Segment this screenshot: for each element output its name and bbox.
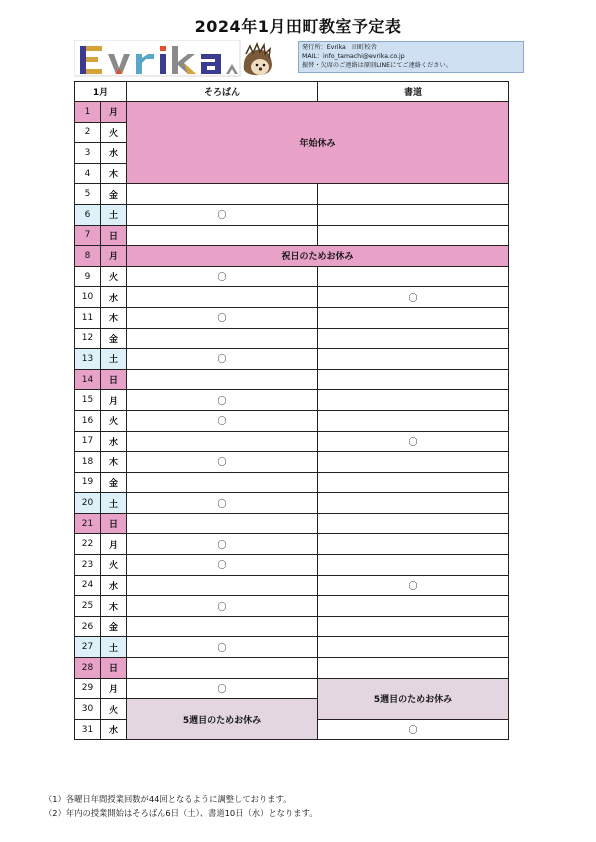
footnote-2: （2）年内の授業開始はそろばん6日（土）、書道10日（水）となります。 bbox=[44, 808, 318, 818]
day-number: 7 bbox=[75, 225, 101, 246]
weekday: 火 bbox=[101, 555, 127, 576]
shodo-cell: 〇 bbox=[318, 575, 509, 596]
day-number: 24 bbox=[75, 575, 101, 596]
day-number: 5 bbox=[75, 184, 101, 205]
day-number: 3 bbox=[75, 143, 101, 164]
day-number: 4 bbox=[75, 163, 101, 184]
footnotes bbox=[44, 792, 318, 820]
shodo-cell bbox=[318, 616, 509, 637]
mail-line: MAIL：info_tamachi@evrika.co.jp bbox=[302, 53, 405, 61]
soroban-cell bbox=[127, 658, 318, 679]
soroban-cell: 〇 bbox=[127, 307, 318, 328]
logo-graphic bbox=[74, 40, 274, 80]
day-number: 8 bbox=[75, 246, 101, 267]
weekday: 日 bbox=[101, 369, 127, 390]
notice-line: 振替・欠席のご連絡は原則LINEにてご連絡ください。 bbox=[302, 62, 452, 70]
weekday: 火 bbox=[101, 410, 127, 431]
weekday: 火 bbox=[101, 699, 127, 720]
weekday: 月 bbox=[101, 102, 127, 123]
weekday: 水 bbox=[101, 431, 127, 452]
table-row bbox=[75, 472, 509, 493]
day-number: 14 bbox=[75, 369, 101, 390]
day-number: 16 bbox=[75, 410, 101, 431]
weekday: 木 bbox=[101, 452, 127, 473]
day-number: 20 bbox=[75, 493, 101, 514]
soroban-cell bbox=[127, 184, 318, 205]
shodo-cell: 〇 bbox=[318, 287, 509, 308]
day-number: 25 bbox=[75, 596, 101, 617]
soroban-cell bbox=[127, 328, 318, 349]
day-number: 28 bbox=[75, 658, 101, 679]
weekday: 木 bbox=[101, 163, 127, 184]
table-row bbox=[75, 349, 509, 370]
shodo-cell bbox=[318, 658, 509, 679]
table-row bbox=[75, 102, 509, 123]
table-row bbox=[75, 513, 509, 534]
month-header: 1月 bbox=[75, 82, 127, 102]
publisher-line: 発行所：Evrika 田町校舎 bbox=[302, 44, 377, 51]
table-row bbox=[75, 225, 509, 246]
soroban-cell: 〇 bbox=[127, 637, 318, 658]
day-number: 19 bbox=[75, 472, 101, 493]
soroban-cell: 〇 bbox=[127, 349, 318, 370]
weekday: 木 bbox=[101, 307, 127, 328]
schedule-table bbox=[74, 81, 509, 740]
shodo-cell bbox=[318, 184, 509, 205]
shodo-cell bbox=[318, 328, 509, 349]
weekday: 月 bbox=[101, 390, 127, 411]
shodo-cell bbox=[318, 266, 509, 287]
shodo-fifth-week-cell: 5週目のためお休み bbox=[318, 678, 509, 719]
evrika-logo bbox=[74, 40, 274, 80]
shodo-cell bbox=[318, 637, 509, 658]
soroban-cell: 〇 bbox=[127, 534, 318, 555]
shodo-cell bbox=[318, 555, 509, 576]
shodo-cell bbox=[318, 349, 509, 370]
shodo-cell bbox=[318, 452, 509, 473]
shodo-cell bbox=[318, 410, 509, 431]
table-row bbox=[75, 493, 509, 514]
weekday: 火 bbox=[101, 122, 127, 143]
day-number: 23 bbox=[75, 555, 101, 576]
table-row bbox=[75, 658, 509, 679]
soroban-cell: 〇 bbox=[127, 266, 318, 287]
table-row bbox=[75, 204, 509, 225]
day-number: 2 bbox=[75, 122, 101, 143]
table-row bbox=[75, 596, 509, 617]
soroban-cell bbox=[127, 369, 318, 390]
new-year-holiday-cell: 年始休み bbox=[127, 102, 509, 184]
table-row bbox=[75, 637, 509, 658]
soroban-cell bbox=[127, 472, 318, 493]
soroban-cell: 〇 bbox=[127, 493, 318, 514]
weekday: 金 bbox=[101, 184, 127, 205]
shodo-cell bbox=[318, 513, 509, 534]
day-number: 31 bbox=[75, 719, 101, 740]
soroban-cell bbox=[127, 225, 318, 246]
contact-info-box bbox=[298, 41, 524, 73]
shodo-cell: 〇 bbox=[318, 431, 509, 452]
shodo-cell bbox=[318, 307, 509, 328]
hedgehog-icon bbox=[244, 44, 272, 75]
soroban-cell: 〇 bbox=[127, 596, 318, 617]
shodo-cell bbox=[318, 472, 509, 493]
soroban-cell bbox=[127, 513, 318, 534]
table-row bbox=[75, 575, 509, 596]
shodo-cell bbox=[318, 204, 509, 225]
day-number: 17 bbox=[75, 431, 101, 452]
day-number: 22 bbox=[75, 534, 101, 555]
shodo-header: 書道 bbox=[318, 82, 509, 102]
table-row bbox=[75, 307, 509, 328]
weekday: 日 bbox=[101, 513, 127, 534]
shodo-cell bbox=[318, 369, 509, 390]
day-number: 21 bbox=[75, 513, 101, 534]
table-row bbox=[75, 555, 509, 576]
soroban-cell bbox=[127, 616, 318, 637]
shodo-cell bbox=[318, 596, 509, 617]
day-number: 15 bbox=[75, 390, 101, 411]
day-number: 9 bbox=[75, 266, 101, 287]
soroban-cell: 〇 bbox=[127, 204, 318, 225]
soroban-cell bbox=[127, 431, 318, 452]
day-number: 1 bbox=[75, 102, 101, 123]
day-number: 13 bbox=[75, 349, 101, 370]
soroban-cell: 〇 bbox=[127, 390, 318, 411]
day-number: 6 bbox=[75, 204, 101, 225]
day-number: 11 bbox=[75, 307, 101, 328]
soroban-header: そろばん bbox=[127, 82, 318, 102]
day-number: 29 bbox=[75, 678, 101, 699]
weekday: 金 bbox=[101, 616, 127, 637]
shodo-cell bbox=[318, 493, 509, 514]
table-row bbox=[75, 534, 509, 555]
weekday: 金 bbox=[101, 472, 127, 493]
weekday: 水 bbox=[101, 287, 127, 308]
day-number: 27 bbox=[75, 637, 101, 658]
weekday: 水 bbox=[101, 575, 127, 596]
shodo-cell bbox=[318, 534, 509, 555]
weekday: 水 bbox=[101, 143, 127, 164]
table-row bbox=[75, 431, 509, 452]
shodo-cell bbox=[318, 390, 509, 411]
table-row bbox=[75, 678, 509, 699]
national-holiday-cell: 祝日のためお休み bbox=[127, 246, 509, 267]
weekday: 土 bbox=[101, 349, 127, 370]
weekday: 日 bbox=[101, 658, 127, 679]
day-number: 10 bbox=[75, 287, 101, 308]
table-row bbox=[75, 184, 509, 205]
table-row bbox=[75, 328, 509, 349]
weekday: 月 bbox=[101, 246, 127, 267]
weekday: 木 bbox=[101, 596, 127, 617]
shodo-cell bbox=[318, 225, 509, 246]
table-row bbox=[75, 452, 509, 473]
soroban-cell bbox=[127, 287, 318, 308]
table-row bbox=[75, 410, 509, 431]
weekday: 土 bbox=[101, 204, 127, 225]
weekday: 金 bbox=[101, 328, 127, 349]
weekday: 火 bbox=[101, 266, 127, 287]
table-header-row bbox=[75, 82, 509, 102]
soroban-cell: 〇 bbox=[127, 678, 318, 699]
day-number: 12 bbox=[75, 328, 101, 349]
table-row bbox=[75, 246, 509, 267]
shodo-cell: 〇 bbox=[318, 719, 509, 740]
table-row bbox=[75, 616, 509, 637]
weekday: 月 bbox=[101, 534, 127, 555]
table-row bbox=[75, 369, 509, 390]
soroban-fifth-week-cell: 5週目のためお休み bbox=[127, 699, 318, 740]
weekday: 日 bbox=[101, 225, 127, 246]
soroban-cell: 〇 bbox=[127, 555, 318, 576]
footnote-1: （1）各曜日年間授業回数が44回となるように調整しております。 bbox=[44, 794, 292, 804]
soroban-cell: 〇 bbox=[127, 410, 318, 431]
weekday: 月 bbox=[101, 678, 127, 699]
table-row bbox=[75, 287, 509, 308]
day-number: 18 bbox=[75, 452, 101, 473]
weekday: 水 bbox=[101, 719, 127, 740]
weekday: 土 bbox=[101, 637, 127, 658]
day-number: 30 bbox=[75, 699, 101, 720]
soroban-cell bbox=[127, 575, 318, 596]
day-number: 26 bbox=[75, 616, 101, 637]
weekday: 土 bbox=[101, 493, 127, 514]
table-row bbox=[75, 266, 509, 287]
page-title: 2024年1月田町教室予定表 bbox=[194, 17, 402, 36]
soroban-cell: 〇 bbox=[127, 452, 318, 473]
table-row bbox=[75, 390, 509, 411]
